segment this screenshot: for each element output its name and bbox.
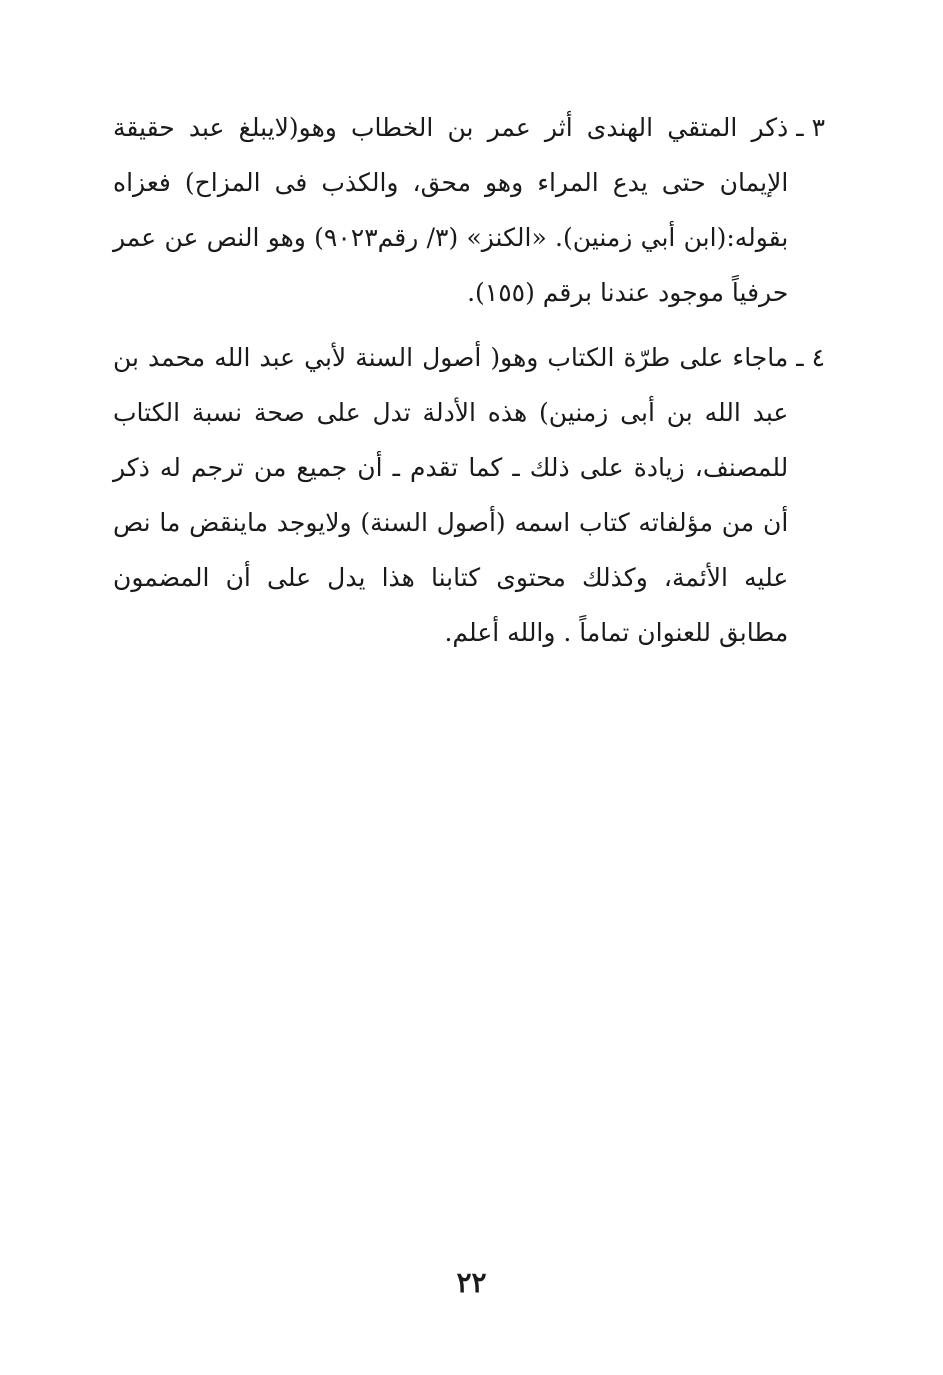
note-item-4 [113, 330, 825, 660]
note-text: ماجاء على طرّة الكتاب وهو( أصول السنة لأبي عبد الله محمد بن عبد الله بن أبى زمنين) هذه الأدلة تدل على صحة نسبة الكتاب للمصنف، زيادة على ذلك ـ كما تقدم ـ أن جميع من ترجم له ذكر أن من مؤلفاته كتاب اسمه (أصول السنة) ولايوجد ماينقض ما نص عليه الأئمة، وكذلك محتوى كتابنا هذا يدل على أن المضمون مطابق للعنوان تماماً . والله أعلم. [113, 343, 789, 647]
page-number: ٢٢ [456, 1266, 487, 1299]
note-number: ٤ ـ [796, 343, 825, 372]
note-number: ٣ ـ [796, 113, 825, 142]
note-item-3 [113, 100, 825, 320]
notes-list [113, 100, 825, 670]
note-text: ذكر المتقي الهندى أثر عمر بن الخطاب وهو(لايبلغ عبد حقيقة الإيمان حتى يدع المراء وهو محق، والكذب فى المزاح) فعزاه بقوله:(ابن أبي زمنين). «الكنز» (٣/ رقم٩٠٢٣) وهو النص عن عمر حرفياً موجود عندنا برقم (١٥٥). [113, 113, 789, 307]
